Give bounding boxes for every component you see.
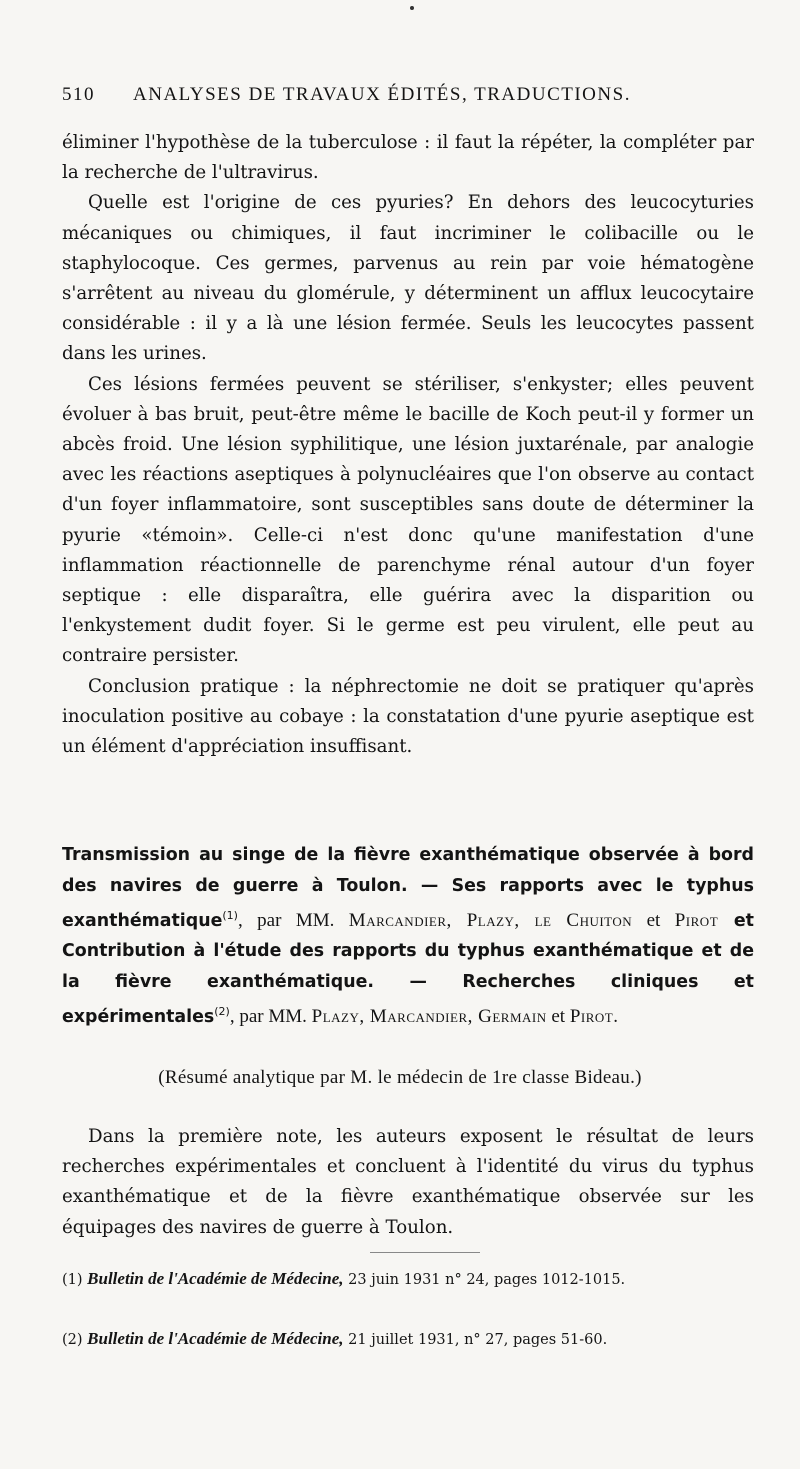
- footnote-ref: (1): [222, 909, 238, 922]
- journal-title: Bulletin de l'Académie de Médecine,: [87, 1269, 344, 1288]
- section-1-body: [62, 128, 754, 762]
- paragraph: Conclusion pratique : la néphrectomie ne doit se pratiquer qu'après inoculation positive au cobaye : la constatation d'une pyurie aseptique est un élément d'appréciation insuffisant.: [62, 675, 754, 758]
- authors: Plazy, Marcandier, Germain: [311, 1006, 547, 1028]
- footnote-ref: (2): [214, 1005, 230, 1019]
- author: Pirot: [569, 1006, 614, 1028]
- footnote-separator: [370, 1252, 480, 1253]
- paragraph: Ces lésions fermées peuvent se stériliser, s'enkyster; elles peuvent évoluer à bas bruit, peut-être même le bacille de Koch peut-il y former un abcès froid. Une lésion syphilitique, une lésion juxtarénale, par analogie avec les réactions aseptiques à polynucléaires que l'on observe au contact d'un foyer inflammatoire, sont susceptibles sans doute de déterminer la pyurie «témoin». Celle-ci n'est donc qu'une manifestation d'une inflammation réactionnelle de parenchyme rénal autour d'un foyer septique : elle disparaîtra, elle guérira avec la disparition ou l'enkystement dudit foyer. Si le germe est peu virulent, elle peut au contraire persister.: [62, 373, 754, 667]
- running-header: [62, 84, 672, 106]
- journal-title: Bulletin de l'Académie de Médecine,: [87, 1329, 344, 1348]
- running-title: ANALYSES DE TRAVAUX ÉDITÉS, TRADUCTIONS.: [133, 84, 631, 105]
- summary-attribution: (Résumé analytique par M. le médecin de 1re classe Bideau.): [158, 1067, 642, 1088]
- page-number: 510: [62, 84, 95, 105]
- paragraph: Quelle est l'origine de ces pyuries? En dehors des leucocyturies mécaniques ou chimiques, il faut incriminer le colibacille ou le staphylocoque. Ces germes, parvenus au rein par voie hématogène s'arrêtent au niveau du glomérule, y déterminent un afflux leucocytaire considérable : il y a là une lésion fermée. Seuls les leucocytes passent dans les urines.: [62, 192, 754, 365]
- footnote-1: (1) Bulletin de l'Académie de Médecine, 23 juin 1931 n° 24, pages 1012-1015.: [62, 1269, 626, 1288]
- section-2-body: [62, 1122, 754, 1243]
- paragraph: Dans la première note, les auteurs exposent le résultat de leurs recherches expérimentales et concluent à l'identité du virus du typhus exanthématique et de la fièvre exanthématique observée sur les équipages des navires de guerre à Toulon.: [62, 1126, 754, 1238]
- footnote-2: (2) Bulletin de l'Académie de Médecine, 21 juillet 1931, n° 27, pages 51-60.: [62, 1329, 608, 1348]
- article-title: Transmission au singe de la fièvre exanthématique observée à bord des navires de guerre à Toulon. — Ses rapports avec le typhus exanthématique$^{(1)}$, par MM. Marcandier, Plazy, le Chuiton et Pirot et Contribution à l'étude des rapports du typhus exanthématique et de la fièvre exanthématique. — Recherches cliniques et expérimentales$^{(2)}$, par MM. Plazy, Marcandier, Germain et Pirot.: [62, 845, 754, 1028]
- paragraph: éliminer l'hypothèse de la tuberculose : il faut la répéter, la compléter par la recherche de l'ultravirus.: [62, 132, 754, 184]
- ink-speck: [410, 6, 414, 10]
- author: Pirot: [674, 909, 719, 931]
- authors: Marcandier, Plazy, le Chuiton: [348, 909, 633, 931]
